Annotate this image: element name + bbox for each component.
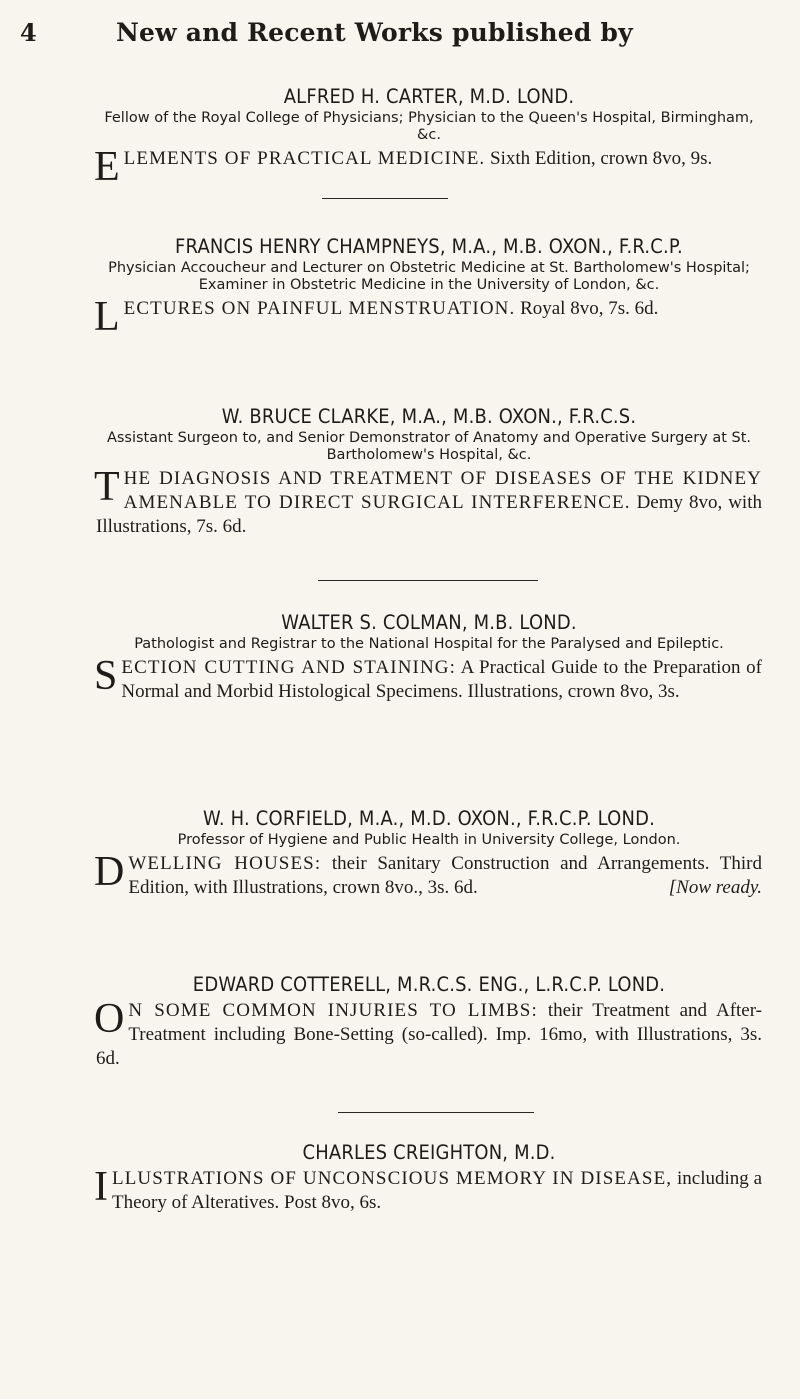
running-title: New and Recent Works published by	[116, 18, 633, 47]
drop-cap: S	[94, 653, 118, 699]
book-details: A Practical Guide to the Preparation of Normal and Morbid Histological Specimens. Illustrations, crown 8vo, 3s.	[121, 657, 762, 702]
book-title: ECTION CUTTING AND STAINING:	[121, 657, 456, 678]
book-details: their Treatment and After-Treatment including Bone-Setting (so-called). Imp. 16mo, with Illustrations, 3s. 6d.	[96, 1000, 763, 1069]
drop-cap: O	[94, 996, 125, 1042]
book-title: HE DIAGNOSIS AND TREATMENT OF DISEASES OF THE KIDNEY AMENABLE TO DIRECT SURGICAL INTERFERENCE.	[123, 468, 762, 513]
book-details: Royal 8vo, 7s. 6d.	[520, 298, 659, 319]
book-title: LLUSTRATIONS OF UNCONSCIOUS MEMORY IN DISEASE,	[112, 1168, 673, 1189]
book-entry	[96, 1142, 762, 1215]
author-affiliation: Professor of Hygiene and Public Health in University College, London.	[177, 832, 681, 848]
book-details: including a Theory of Alteratives. Post 8vo, 6s.	[112, 1168, 763, 1213]
book-listing	[94, 294, 762, 340]
drop-cap: I	[94, 1164, 108, 1210]
book-details: Sixth Edition, crown 8vo, 9s.	[490, 148, 713, 169]
book-title: N SOME COMMON INJURIES TO LIMBS:	[128, 1000, 538, 1021]
author-affiliation: Pathologist and Registrar to the National Hospital for the Paralysed and Epileptic.	[134, 636, 724, 652]
author-affiliation: Fellow of the Royal College of Physicians; Physician to the Queen's Hospital, Birmingham, &c.	[104, 110, 754, 143]
book-entry	[96, 974, 762, 1071]
book-title: WELLING HOUSES:	[128, 853, 322, 874]
page-header	[20, 18, 780, 58]
author-name: ALFRED H. CARTER, M.D. LOND.	[283, 85, 575, 108]
book-listing	[94, 1164, 763, 1215]
book-listing	[94, 996, 763, 1071]
book-entry	[94, 85, 762, 190]
drop-cap: L	[94, 294, 120, 340]
section-divider	[338, 1112, 534, 1113]
section-divider	[322, 198, 448, 199]
author-affiliation: Physician Accoucheur and Lecturer on Obstetric Medicine at St. Bartholomew's Hospital; Examiner in Obstetric Medicine in the University of London, &c.	[108, 260, 750, 293]
book-details: their Sanitary Construction and Arrangements. Third Edition, with Illustrations, crown 8vo., 3s. 6d.	[128, 853, 763, 898]
author-name: W. BRUCE CLARKE, M.A., M.B. OXON., F.R.C.S.	[221, 405, 637, 428]
availability-status: [Now ready.	[668, 877, 762, 898]
book-listing	[94, 464, 762, 539]
book-entry	[94, 235, 762, 340]
author-name: WALTER S. COLMAN, M.B. LOND.	[281, 611, 577, 634]
book-listing	[94, 144, 762, 190]
author-name: CHARLES CREIGHTON, M.D.	[302, 1141, 556, 1164]
drop-cap: E	[94, 144, 120, 190]
book-listing	[94, 849, 763, 900]
drop-cap: T	[94, 464, 120, 510]
book-listing	[94, 653, 762, 704]
book-entry	[96, 808, 762, 900]
author-name: W. H. CORFIELD, M.A., M.D. OXON., F.R.C.P. LOND.	[203, 807, 655, 830]
book-entry	[96, 406, 762, 539]
book-entry	[96, 612, 762, 704]
book-details: Demy 8vo, with Illustrations, 7s. 6d.	[96, 492, 762, 537]
drop-cap: D	[94, 849, 125, 895]
section-divider	[318, 580, 538, 581]
author-name: FRANCIS HENRY CHAMPNEYS, M.A., M.B. OXON., F.R.C.P.	[175, 235, 683, 258]
book-title: LEMENTS OF PRACTICAL MEDICINE.	[123, 148, 486, 169]
book-title: ECTURES ON PAINFUL MENSTRUATION.	[123, 298, 516, 319]
author-name: EDWARD COTTERELL, M.R.C.S. ENG., L.R.C.P. LOND.	[192, 973, 666, 996]
author-affiliation: Assistant Surgeon to, and Senior Demonstrator of Anatomy and Operative Surgery at St. Bartholomew's Hospital, &c.	[106, 430, 752, 463]
page-number: 4	[20, 18, 37, 47]
